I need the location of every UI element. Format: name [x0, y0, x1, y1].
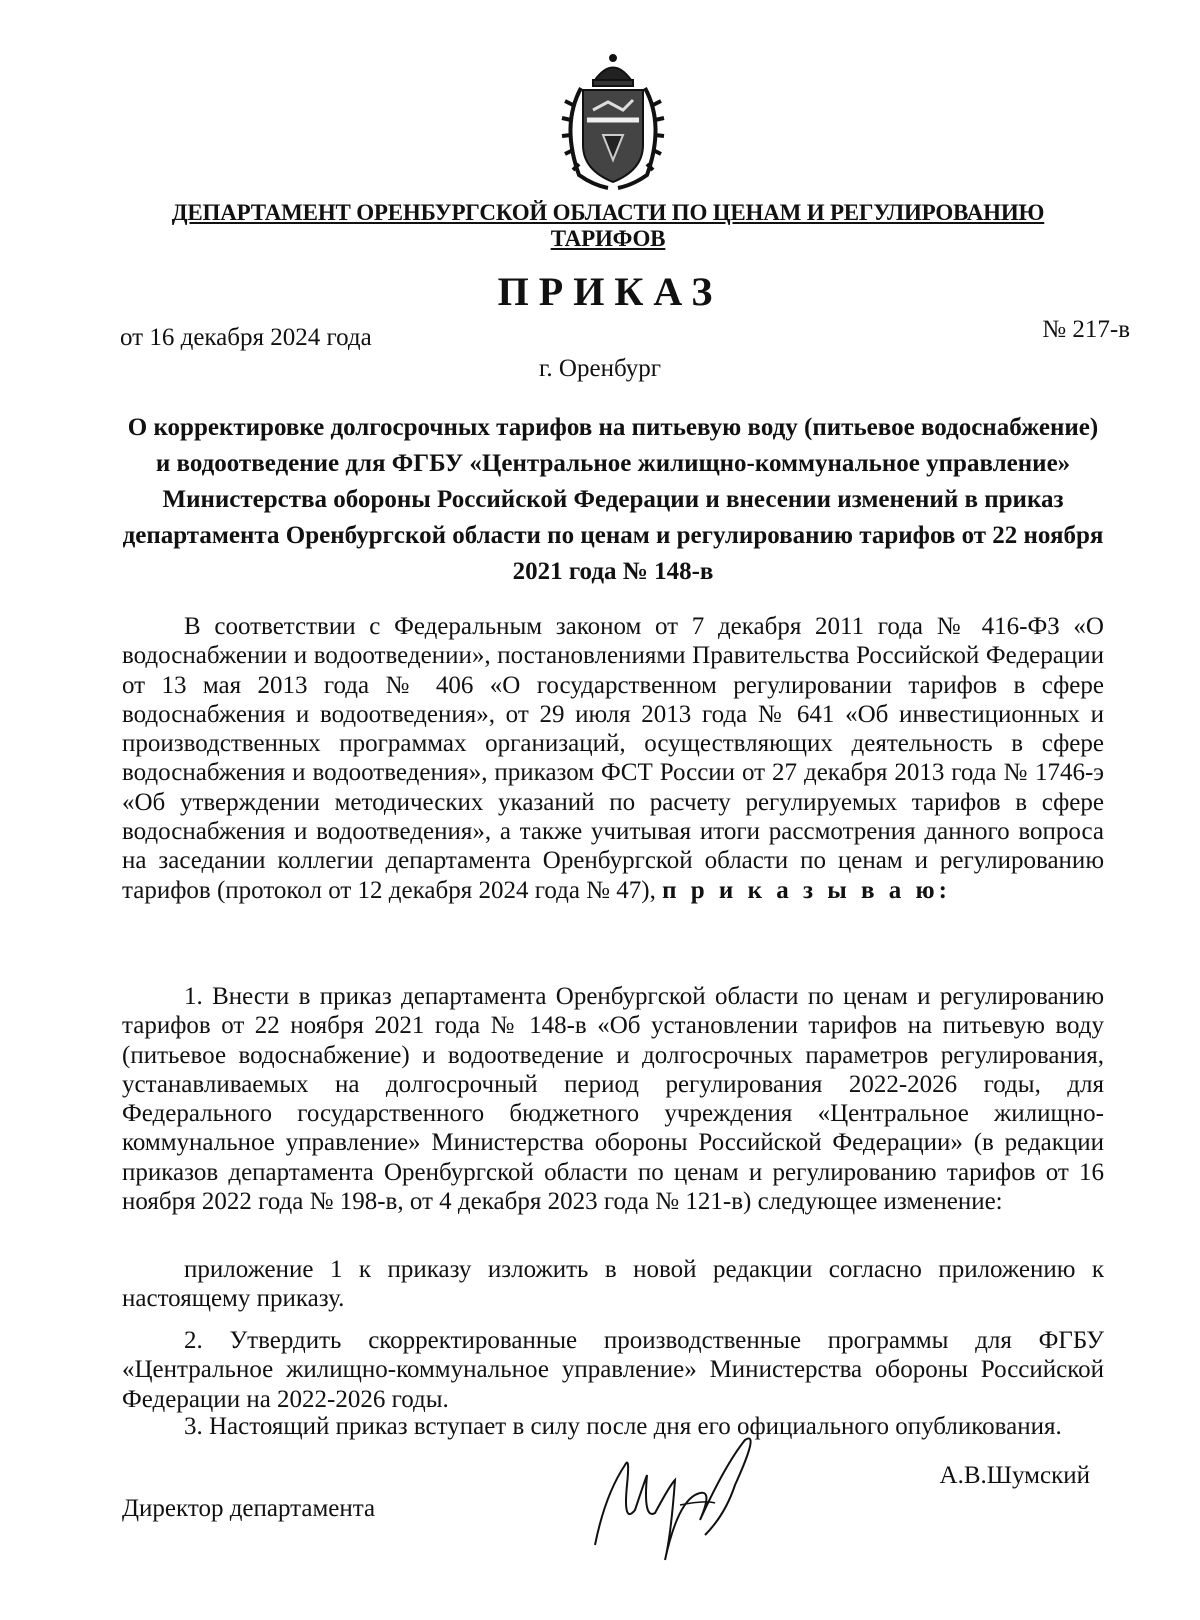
item-2-paragraph [122, 1326, 1104, 1414]
item-1-paragraph [122, 982, 1104, 1216]
item-1-sub-paragraph [122, 1255, 1104, 1314]
department-name: ДЕПАРТАМЕНТ ОРЕНБУРГСКОЙ ОБЛАСТИ ПО ЦЕНАМ И РЕГУЛИРОВАНИЮ ТАРИФОВ [171, 200, 1045, 251]
item-3-text: 3. Настоящий приказ вступает в силу после дня его официального опубликования. [184, 1413, 1062, 1440]
document-city: г. Оренбург [539, 355, 661, 382]
preamble-paragraph [122, 612, 1104, 905]
preamble-order-verb: п р и к а з ы в а ю: [662, 876, 951, 904]
item-1-sub-text: приложение 1 к приказу изложить в новой редакции согласно приложению к настоящему приказу. [122, 1256, 1104, 1313]
item-2-text: 2. Утвердить скорректированные производственные программы для ФГБУ «Центральное жилищно-коммунальное управление» Министерства обороны Российской Федерации на 2022-2026 годы. [122, 1327, 1104, 1413]
handwritten-signature [585, 1425, 775, 1565]
signatory-position: Директор департамента [122, 1495, 376, 1522]
document-type-heading: ПРИКАЗ [497, 269, 723, 314]
document-date: от 16 декабря 2024 года [120, 324, 372, 351]
preamble-text: В соответствии с Федеральным законом от 7 декабря 2011 года № 416-ФЗ «О водоснабжении и водоотведении», постановлениями Правительства Российской Федерации от 13 мая 2013 года № 406 «О государственном регулировании тарифов в сфере водоснабжения и водоотведения», от 29 июля 2013 года № 641 «Об инвестиционных и производственных программах организаций, осуществляющих деятельность в сфере водоснабжения и водоотведения», приказом ФСТ России от 27 декабря 2013 года № 1746-э «Об утверждении методических указаний по расчету регулируемых тарифов в сфере водоснабжения и водоотведения», а также учитывая итоги рассмотрения данного вопроса на заседании коллегии департамента Оренбургской области по ценам и регулированию тарифов (протокол от 12 декабря 2024 года № 47), [122, 613, 1104, 904]
document-number: № 217-в [1042, 316, 1130, 343]
coat-of-arms-emblem [553, 50, 673, 192]
document-title: О корректировке долгосрочных тарифов на питьевую воду (питьевое водоснабжение) и водоотведение для ФГБУ «Центральное жилищно-коммунальное управление» Министерства обороны Российской Федерации и внесении изменений в приказ департамента Оренбургской области по ценам и регулированию тарифов от 22 ноября 2021 года № 148-в [122, 414, 1104, 585]
signatory-name: А.В.Шумский [939, 1462, 1090, 1489]
item-1-text: 1. Внести в приказ департамента Оренбургской области по ценам и регулированию тарифов от 22 ноября 2021 года № 148-в «Об установлении тарифов на питьевую воду (питьевое водоснабжение) и водоотведение и долгосрочных параметров регулирования, устанавливаемых на долгосрочный период регулирования 2022-2026 годы, для Федерального государственного бюджетного учреждения «Центральное жилищно-коммунальное управление» Министерства обороны Российской Федерации» (в редакции приказов департамента Оренбургской области по ценам и регулированию тарифов от 16 ноября 2022 года № 198-в, от 4 декабря 2023 года № 121-в) следующее изменение: [122, 983, 1104, 1216]
